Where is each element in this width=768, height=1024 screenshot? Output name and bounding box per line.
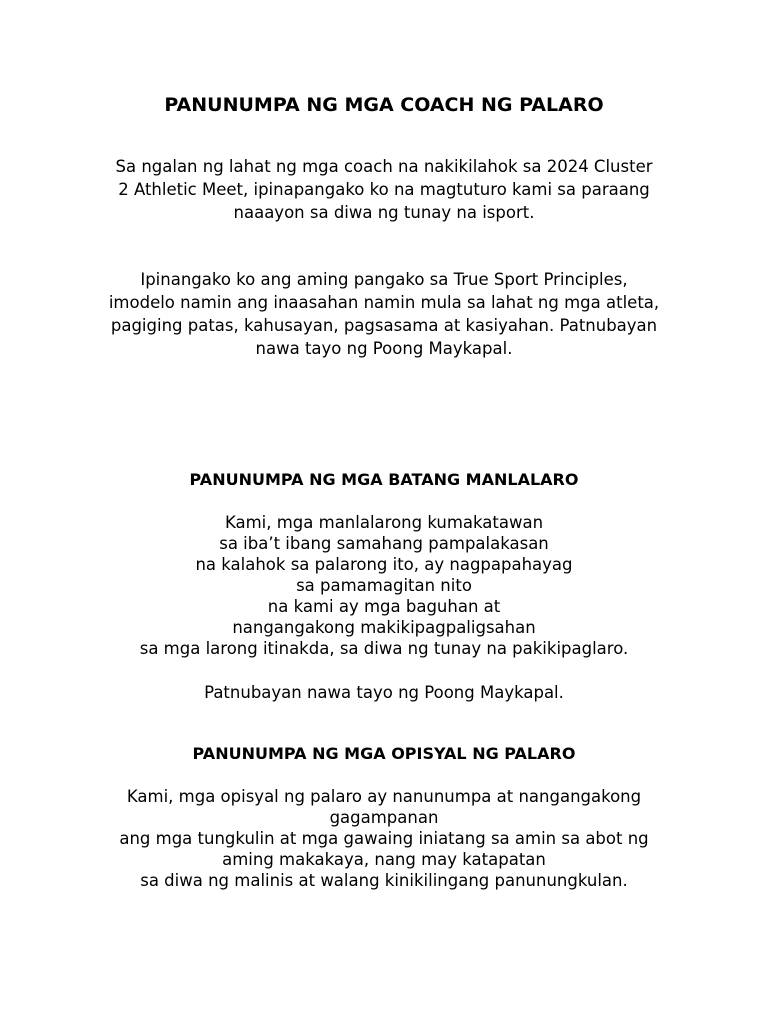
officials-oath-title: PANUNUMPA NG MGA OPISYAL NG PALARO (192, 744, 576, 763)
athlete-oath-title: PANUNUMPA NG MGA BATANG MANLALARO (189, 470, 579, 489)
text-line: naaayon sa diwa ng tunay na isport. (233, 203, 535, 222)
text-line: na kalahok sa palarong ito, ay nagpapahayag (195, 555, 573, 574)
text-line: ang mga tungkulin at mga gawaing iniatang sa amin sa abot ng (119, 829, 649, 848)
text-line: gagampanan (329, 808, 439, 827)
text-line: na kami ay mga baguhan at (267, 597, 501, 616)
athlete-oath-body (0, 512, 768, 659)
text-line: imodelo namin ang inaasahan namin mula sa lahat ng mga atleta, (108, 293, 660, 312)
text-line: Ipinangako ko ang aming pangako sa True Sport Principles, (140, 270, 628, 289)
text-line: sa pamamagitan nito (296, 576, 472, 595)
coach-oath-paragraph-2 (0, 268, 768, 360)
text-line: Kami, mga manlalarong kumakatawan (224, 513, 544, 532)
coach-oath-title: PANUNUMPA NG MGA COACH NG PALARO (164, 94, 604, 116)
text-line: sa iba’t ibang samahang pampalakasan (219, 534, 549, 553)
athlete-oath-closing: Patnubayan nawa tayo ng Poong Maykapal. (204, 683, 564, 702)
text-line: nangangakong makikipagpaligsahan (232, 618, 536, 637)
text-line: Kami, mga opisyal ng palaro ay nanunumpa at nangangakong (126, 787, 642, 806)
text-line: 2 Athletic Meet, ipinapangako ko na magtuturo kami sa paraang (118, 180, 650, 199)
text-line: nawa tayo ng Poong Maykapal. (255, 339, 513, 358)
text-line: aming makakaya, nang may katapatan (222, 850, 546, 869)
text-line: pagiging patas, kahusayan, pagsasama at kasiyahan. Patnubayan (110, 316, 658, 335)
text-line: sa diwa ng malinis at walang kinikilingang panunungkulan. (140, 871, 628, 890)
officials-oath-body (0, 786, 768, 891)
text-line: Sa ngalan ng lahat ng mga coach na nakikilahok sa 2024 Cluster (115, 157, 653, 176)
coach-oath-paragraph-1 (0, 155, 768, 224)
text-line: sa mga larong itinakda, sa diwa ng tunay na pakikipaglaro. (139, 639, 629, 658)
